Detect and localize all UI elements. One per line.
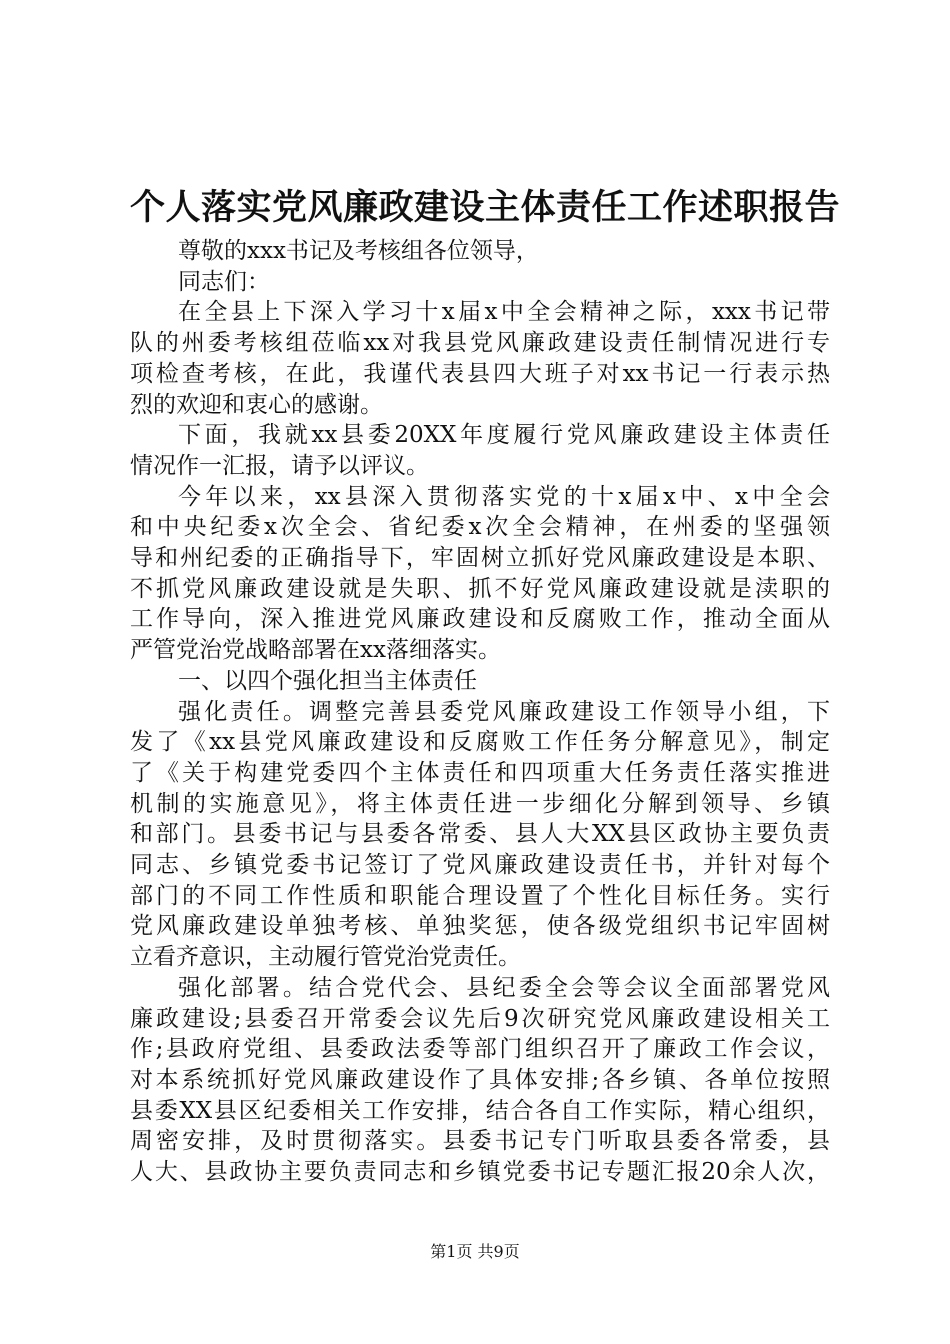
text-line: 一、以四个强化担当主体责任 (178, 667, 477, 694)
document-title: 个人落实党风廉政建设主体责任工作述职报告 (130, 187, 841, 228)
text-line: 对本系统抓好党风廉政建设作了具体安排;各乡镇、各单位按照 (130, 1066, 830, 1093)
text-line: 部门的不同工作性质和职能合理设置了个性化目标任务。实行 (130, 882, 830, 909)
text-line: 人大、县政协主要负责同志和乡镇党委书记专题汇报20余人次， (130, 1159, 830, 1186)
text-line: 发了《xx县党风廉政建设和反腐败工作任务分解意见》，制定 (130, 729, 830, 756)
text-line: 下面，我就xx县委20XX年度履行党风廉政建设主体责任 (178, 422, 830, 449)
text-line: 立看齐意识，主动履行管党治党责任。 (130, 944, 521, 971)
text-line: 工作导向，深入推进党风廉政建设和反腐败工作，推动全面从 (130, 606, 830, 633)
text-line: 今年以来，xx县深入贯彻落实党的十x届x中、x中全会 (178, 483, 830, 510)
text-line: 同志、乡镇党委书记签订了党风廉政建设责任书，并针对每个 (130, 852, 830, 879)
text-line: 项检查考核，在此，我谨代表县四大班子对xx书记一行表示热 (130, 360, 830, 387)
text-line: 强化部署。结合党代会、县纪委全会等会议全面部署党风 (178, 974, 830, 1001)
text-line: 县委XX县区纪委相关工作安排，结合各自工作实际，精心组织， (130, 1097, 830, 1124)
document-body (130, 236, 830, 1188)
text-line: 和部门。县委书记与县委各常委、县人大XX县区政协主要负责 (130, 821, 830, 848)
text-line: 在全县上下深入学习十x届x中全会精神之际，xxx书记带 (178, 299, 830, 326)
text-line: 作;县政府党组、县委政法委等部门组织召开了廉政工作会议， (130, 1036, 830, 1063)
text-line: 和中央纪委x次全会、省纪委x次全会精神，在州委的坚强领 (130, 514, 830, 541)
text-line: 尊敬的xxx书记及考核组各位领导， (178, 238, 539, 264)
text-line: 党风廉政建设单独考核、单独奖惩，使各级党组织书记牢固树 (130, 913, 830, 940)
text-line: 不抓党风廉政建设就是失职、抓不好党风廉政建设就是渎职的 (130, 575, 830, 602)
text-line: 严管党治党战略部署在xx落细落实。 (130, 637, 501, 664)
text-line: 烈的欢迎和衷心的感谢。 (130, 391, 383, 418)
text-line: 队的州委考核组莅临xx对我县党风廉政建设责任制情况进行专 (130, 330, 830, 357)
text-line: 廉政建设;县委召开常委会议先后9次研究党风廉政建设相关工 (130, 1005, 830, 1032)
text-line: 强化责任。调整完善县委党风廉政建设工作领导小组，下 (178, 698, 830, 725)
text-line: 情况作一汇报，请予以评议。 (130, 452, 429, 479)
text-line: 机制的实施意见》，将主体责任进一步细化分解到领导、乡镇 (130, 790, 830, 817)
text-line: 周密安排，及时贯彻落实。县委书记专门听取县委各常委，县 (130, 1128, 830, 1155)
text-line: 同志们： (178, 268, 270, 295)
text-line: 导和州纪委的正确指导下，牢固树立抓好党风廉政建设是本职、 (130, 545, 830, 572)
text-line: 了《关于构建党委四个主体责任和四项重大任务责任落实推进 (130, 759, 830, 786)
page-footer: 第1页 共9页 (430, 1242, 520, 1261)
